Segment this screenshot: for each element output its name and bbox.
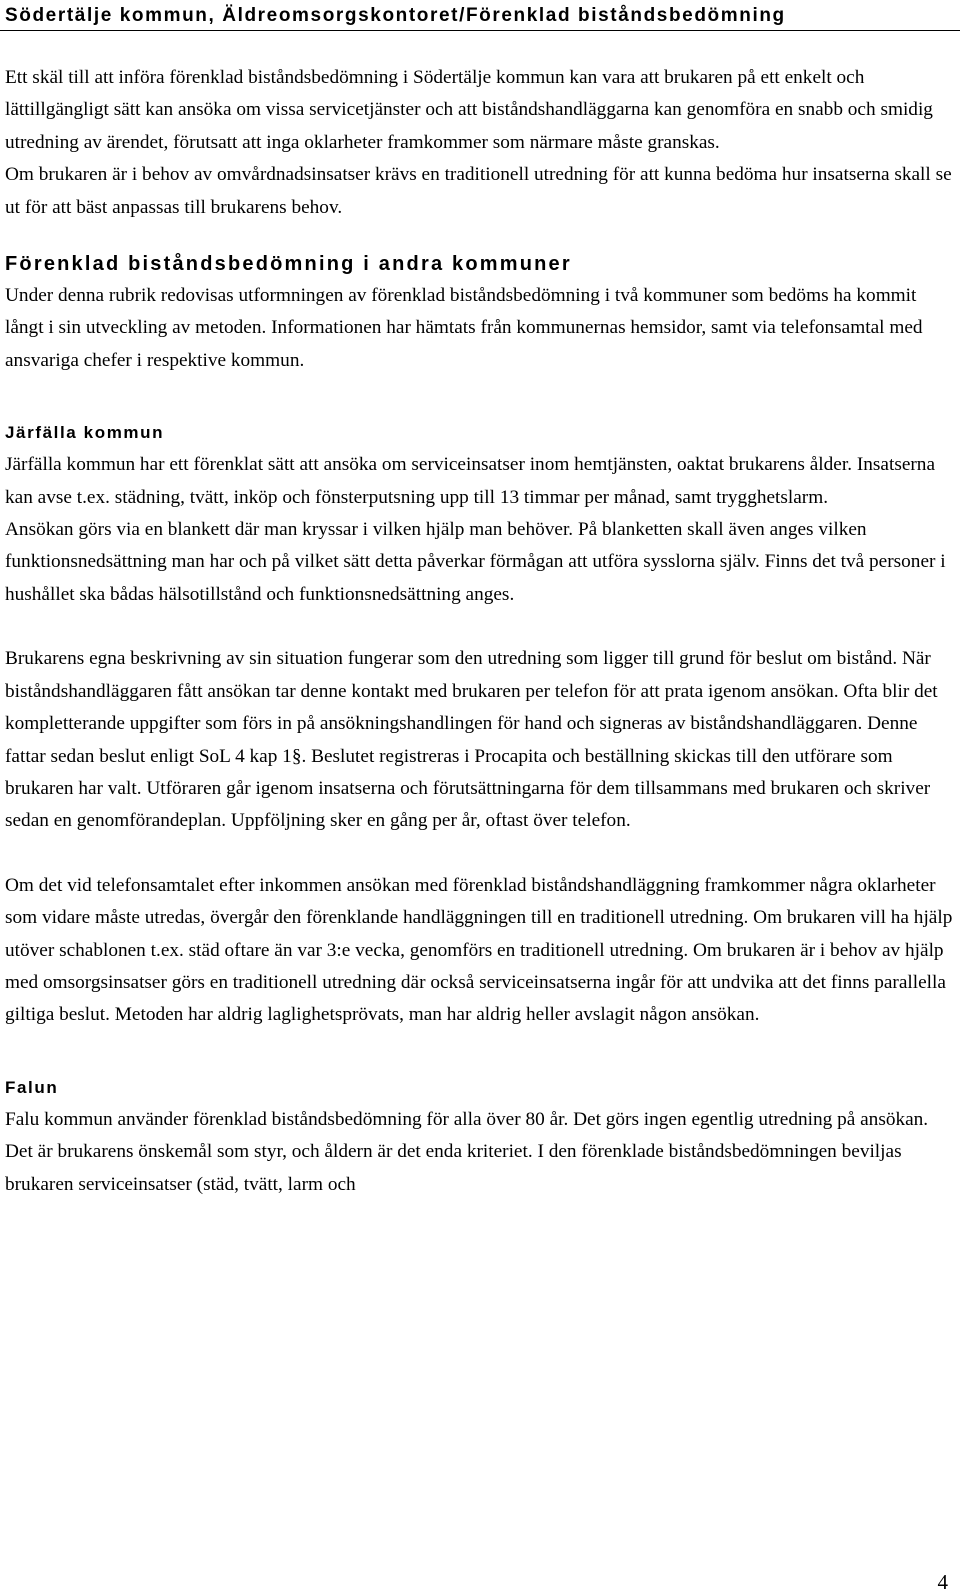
intro-paragraph-1: Ett skäl till att införa förenklad biståndsbedömning i Södertälje kommun kan vara att brukaren på ett enkelt och lättillgängligt sätt kan ansöka om vissa servicetjänster och att biståndshandläggarna kan genomföra en snabb och smidig utredning av ärendet, förutsatt att inga oklarheter framkommer som närmare måste granskas. — [5, 67, 933, 153]
intro-paragraph-2: Om brukaren är i behov av omvårdnadsinsatser krävs en traditionell utredning för att kunna bedöma hur insatserna skall se ut för att bäst anpassas till brukarens behov. — [5, 164, 952, 218]
jarfalla-paragraph-2: Ansökan görs via en blankett där man kryssar i vilken hjälp man behöver. På blanketten skall även anges vilken funktionsnedsättning man har och på vilket sätt detta påverkar förmågan att utföra sysslorna själv. Finns det två personer i hushållet ska bådas hälsotillstånd och funktionsnedsättning anges. — [5, 519, 946, 605]
jarfalla-heading: Järfälla kommun — [5, 423, 165, 443]
page-number: 4 — [937, 1570, 948, 1594]
document-body — [5, 62, 955, 1201]
running-header: Södertälje kommun, Äldreomsorgskontoret/Förenklad biståndsbedömning — [5, 5, 786, 26]
section-paragraph-1: Under denna rubrik redovisas utformningen av förenklad biståndsbedömning i två kommuner som bedöms ha kommit långt i sin utveckling av metoden. Informationen har hämtats från kommunernas hemsidor, samt via telefonsamtal med ansvariga chefer i respektive kommun. — [5, 285, 923, 371]
jarfalla-paragraph-4: Om det vid telefonsamtalet efter inkommen ansökan med förenklad biståndshandläggning framkommer några oklarheter som vidare måste utredas, övergår den förenklande handläggningen till en traditionell utredning. Om brukaren vill ha hjälp utöver schablonen t.ex. städ oftare än var 3:e vecka, genomförs en traditionell utredning. Om brukaren är i behov av hjälp med omsorgsinsatser görs en traditionell utredning där också serviceinsatserna ingår för att undvika att det finns parallella giltiga beslut. Metoden har aldrig laglighetsprövats, man har aldrig heller avslagit någon ansökan. — [5, 874, 953, 1026]
header-divider — [0, 30, 960, 31]
jarfalla-paragraph-3: Brukarens egna beskrivning av sin situation fungerar som den utredning som ligger till grund för beslut om bistånd. När biståndshandläggaren fått ansökan tar denne kontakt med brukaren per telefon för att prata igenom ansökan. Ofta blir det kompletterande uppgifter som förs in på ansökningshandlingen för hand och signeras av biståndshandläggaren. Denne fattar sedan beslut enligt SoL 4 kap 1§. Beslutet registreras i Procapita och beställning skickas till den utförare som brukaren har valt. Utföraren går igenom insatserna och förutsättningarna för dem tillsammans med brukaren och skriver sedan en genomförandeplan. Uppföljning sker en gång per år, oftast över telefon. — [5, 648, 938, 832]
falun-paragraph-1: Falu kommun använder förenklad biståndsbedömning för alla över 80 år. Det görs ingen egentlig utredning på ansökan. Det är brukarens önskemål som styr, och åldern är det enda kriteriet. I den förenklade biståndsbedömningen beviljas brukaren serviceinsatser (städ, tvätt, larm och — [5, 1108, 929, 1195]
falun-heading: Falun — [5, 1077, 59, 1097]
jarfalla-paragraph-1: Järfälla kommun har ett förenklat sätt att ansöka om serviceinsatser inom hemtjänsten, oaktat brukarens ålder. Insatserna kan avse t.ex. städning, tvätt, inköp och fönsterputsning upp till 13 timmar per månad, samt trygghetslarm. — [5, 454, 936, 508]
section-heading: Förenklad biståndsbedömning i andra kommuner — [5, 253, 572, 276]
